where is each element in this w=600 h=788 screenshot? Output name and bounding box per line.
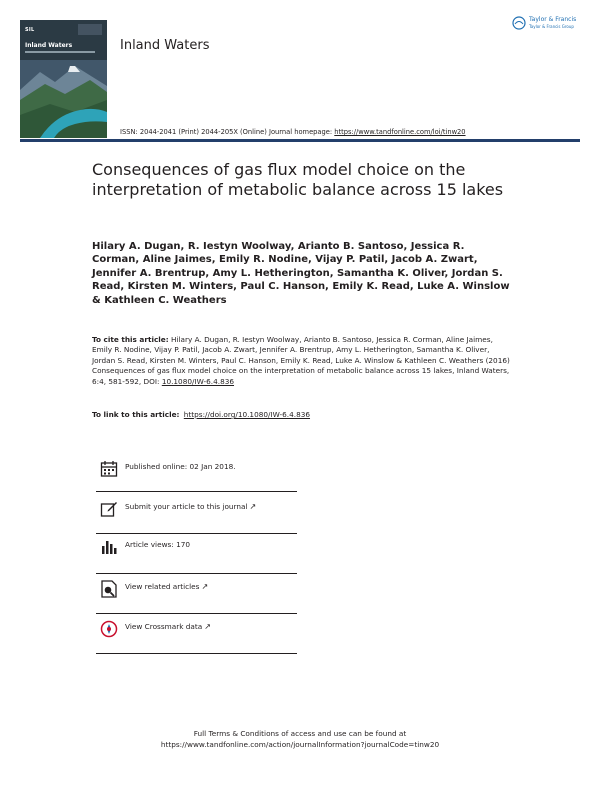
footer-terms-text: Full Terms & Conditions of access and use can be found at	[193, 729, 407, 738]
crossmark-link[interactable]	[125, 622, 211, 631]
journal-cover	[20, 20, 107, 138]
issn-text: ISSN: 2044-2041 (Print) 2044-205X (Online) Journal homepage:	[120, 128, 333, 136]
article-views-row	[96, 530, 297, 568]
crossmark-row[interactable]	[96, 612, 297, 650]
citation-label: To cite this article:	[92, 335, 169, 344]
citation-text: Hilary A. Dugan, R. Iestyn Woolway, Arianto B. Santoso, Jessica R. Corman, Aline Jaimes, Emily R. Nodine, Vijay P. Patil, Jacob A. Zwart, Jennifer A. Brentrup, Amy L. Hetherington, Samantha K. Oliver, Jordan S. Read, Kirsten M. Winters, Paul C. Hanson, Emily K. Read, Luke A. Winslow & Kathleen C. Weathers (2016) Consequences of gas flux model choice on the interpretation of metabolic balance across 15 lakes, Inland Waters, 6:4, 581-592, DOI:	[92, 335, 510, 386]
external-link-icon: ↗	[201, 582, 209, 591]
submit-article-label: Submit your article to this journal	[125, 502, 248, 511]
publisher-logo[interactable]	[512, 14, 582, 36]
article-link-block	[92, 410, 512, 419]
footer	[0, 728, 600, 750]
external-link-icon: ↗	[249, 502, 257, 511]
article-title: Consequences of gas flux model choice on the interpretation of metabolic balance across 15 lakes	[92, 160, 504, 199]
related-articles-label: View related articles	[125, 582, 200, 591]
edit-icon	[100, 500, 118, 518]
crossmark-icon	[100, 620, 118, 638]
article-doi-url[interactable]: https://doi.org/10.1080/IW-6.4.836	[183, 410, 311, 419]
journal-title: Inland Waters	[120, 38, 210, 53]
cover-landscape-image	[20, 60, 107, 138]
bar-chart-icon	[100, 538, 118, 556]
publisher-name: Taylor & Francis	[529, 16, 577, 23]
crossmark-label: View Crossmark data	[125, 622, 203, 631]
footer-terms-link[interactable]: https://www.tandfonline.com/action/journalInformation?journalCode=tinw20	[160, 740, 440, 749]
article-authors: Hilary A. Dugan, R. Iestyn Woolway, Arianto B. Santoso, Jessica R. Corman, Aline Jaimes, Emily R. Nodine, Vijay P. Patil, Jacob A. Zwart, Jennifer A. Brentrup, Amy L. Hetherington, Samantha K. Oliver, Jordan S. Read, Kirsten M. Winters, Paul C. Hanson, Emily K. Read, Luke A. Winslow & Kathleen C. Weathers	[92, 241, 510, 306]
calendar-icon	[100, 460, 118, 478]
header-divider	[20, 139, 580, 142]
citation-doi-link[interactable]: 10.1080/IW-6.4.836	[161, 376, 235, 386]
external-link-icon: ↗	[204, 622, 211, 631]
published-online-row	[96, 452, 297, 490]
search-doc-icon	[100, 580, 118, 598]
submit-article-row[interactable]	[96, 492, 297, 530]
journal-homepage-link[interactable]: https://www.tandfonline.com/loi/tinw20	[334, 128, 466, 136]
article-link-label: To link to this article:	[92, 410, 180, 419]
related-articles-row[interactable]	[96, 572, 297, 610]
issn-line	[120, 128, 466, 136]
divider	[96, 653, 297, 654]
cover-logo: SIL	[25, 27, 35, 33]
published-online-text: Published online: 02 Jan 2018.	[125, 462, 236, 471]
cover-subtitle-bar	[25, 51, 95, 53]
related-articles-link[interactable]	[125, 582, 208, 591]
cover-tag	[78, 24, 102, 35]
publisher-tagline: Taylor & Francis Group	[529, 24, 574, 29]
citation-block	[92, 335, 512, 387]
article-views-text: Article views: 170	[125, 540, 191, 549]
cover-title: Inland Waters	[25, 42, 73, 49]
submit-article-link[interactable]	[125, 502, 256, 511]
publisher-logo-icon	[512, 16, 526, 30]
